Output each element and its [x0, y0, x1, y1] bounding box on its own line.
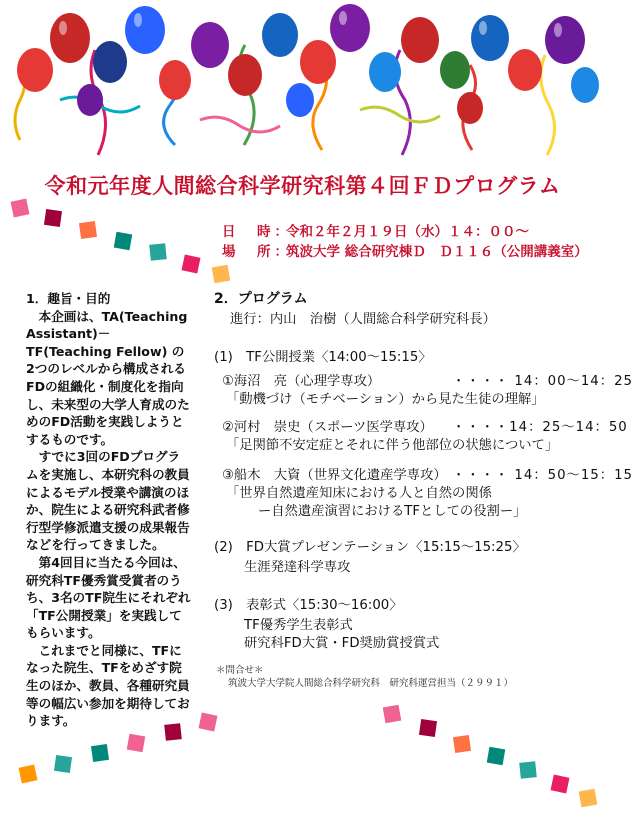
date-label: 日 時： [222, 224, 292, 240]
purpose-section [26, 290, 191, 730]
session-1-title: (1) TF公開授業〈14:00～15:15〉 [214, 350, 432, 365]
date-value: 令和２年２月１９日（水）１４：００～ [286, 224, 529, 240]
speaker-1-time: ・・・・ 14：00～14：25 [452, 374, 633, 389]
speaker-2-topic: 「足関節不安定症とそれに伴う他部位の状態について」 [226, 438, 559, 453]
contact-detail: 筑波大学大学院人間総合科学研究科 研究科運営担当（２９９１） [228, 678, 514, 689]
place-value: 筑波大学 総合研究棟Ｄ Ｄ１１６（公開講義室） [286, 244, 588, 260]
speaker-3-topic: 「世界自然遺産知床における人と自然の関係 [226, 486, 492, 501]
place-label: 場 所： [222, 244, 292, 260]
speaker-3-topic-sub: ー自然遺産演習におけるTFとしての役割ー」 [258, 504, 527, 519]
program-chair: 進行：内山 治樹（人間総合科学研究科長） [230, 312, 496, 327]
page-title: 令和元年度人間総合科学研究科第４回ＦＤプログラム [44, 174, 561, 198]
balloon-banner [0, 0, 605, 160]
session-3-title: (3) 表彰式〈15:30～16:00〉 [214, 598, 403, 613]
speaker-1-name: ①海沼 亮（心理学専攻） [222, 374, 381, 389]
speaker-2-name: ②河村 崇史（スポーツ医学専攻） [222, 420, 433, 435]
purpose-heading: 1．趣旨・目的 [26, 291, 111, 306]
purpose-paragraph-1: 本企画は、TA(Teaching Assistant)－TF(Teaching Fellow) の2つのレベルから構成されるFDの組織化・制度化を指向し、未来型の大学人育成のためのFD活動を実践しようとするものです。 [26, 308, 190, 447]
session-2-sub: 生涯発達科学専攻 [244, 560, 351, 575]
speaker-1-topic: 「動機づけ（モチベーション）から見た生徒の理解」 [226, 392, 545, 407]
session-3-sub-2: 研究科FD大賞・FD奨励賞授賞式 [244, 636, 440, 651]
contact-info [216, 664, 513, 690]
session-3-sub-1: TF優秀学生表彰式 [244, 618, 353, 633]
session-2-title: (2) FD大賞プレゼンテーション〈15:15～15:25〉 [214, 540, 526, 555]
event-info [222, 222, 588, 262]
speaker-3-name: ③船木 大資（世界文化遺産学専攻） [222, 468, 447, 483]
purpose-paragraph-2: すでに3回のFDプログラムを実施し、本研究科の教員によるモデル授業や講演のほか、院生による研究科武者修行型学修派遣支援の成果報告などを行ってきました。 [26, 449, 190, 553]
contact-heading: ＊問合せ＊ [216, 665, 264, 676]
purpose-paragraph-3: 第4回目に当たる今回は、研究科TF優秀賞受賞者のうち、3名のTF院生にそれぞれ「TF公開授業」を実践してもらいます。 [26, 554, 191, 641]
speaker-2-time: ・・・・14：25～14：50 [452, 420, 628, 435]
program-heading: 2．プログラム [214, 291, 308, 307]
purpose-paragraph-4: これまでと同様に、TFになった院生、TFをめざす院生のほか、教員、各種研究員等の幅広い参加を期待しております。 [26, 642, 190, 729]
speaker-3-time: ・・・・ 14：50～15：15 [452, 468, 633, 483]
